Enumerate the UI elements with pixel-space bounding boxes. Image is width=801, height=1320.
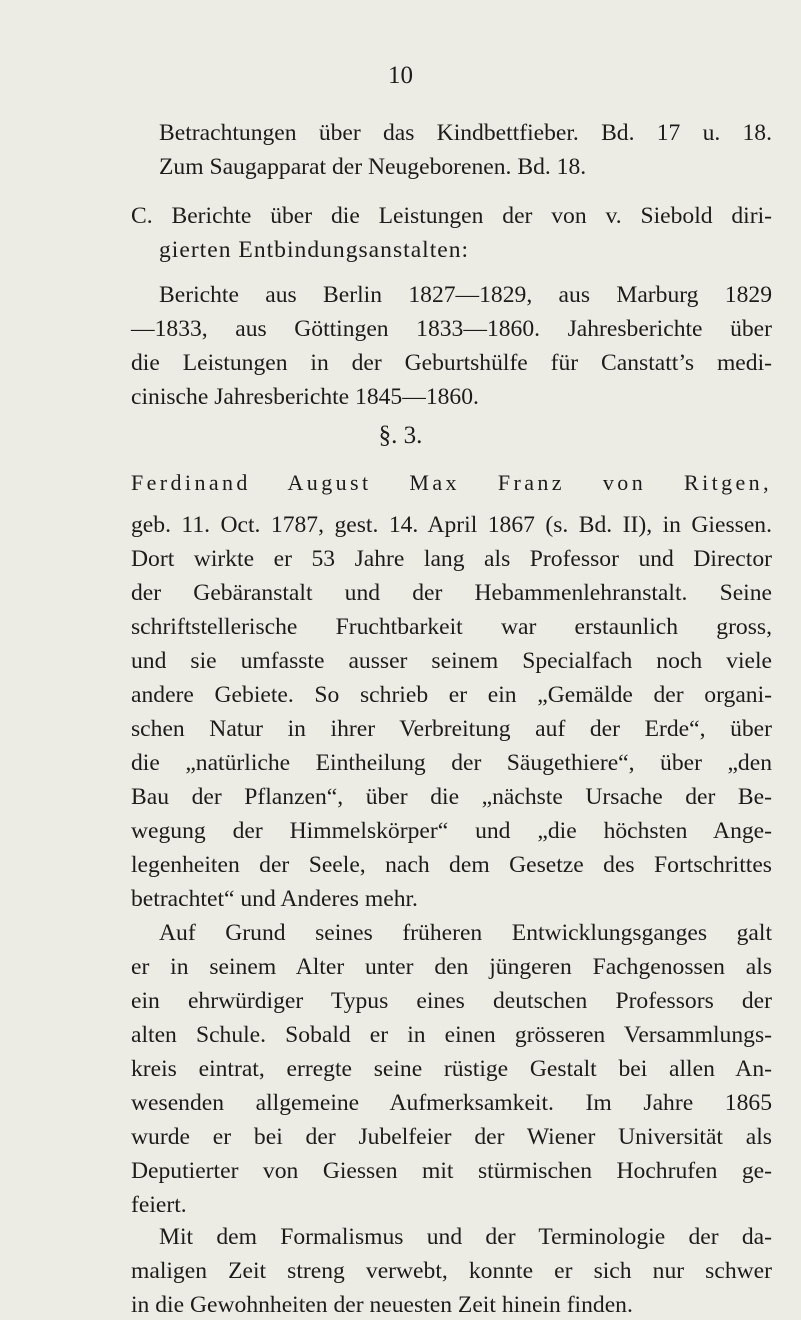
text-line: legenheiten der Seele, nach dem Gesetze des Fortschrittes (131, 852, 772, 878)
text-line: Zum Saugapparat der Neugeborenen. Bd. 18. (159, 154, 587, 180)
text-line: die Leistungen in der Geburtshülfe für Canstatt’s medi- (131, 350, 772, 376)
page-number: 10 (388, 62, 413, 89)
text-line: maligen Zeit streng verwebt, konnte er sich nur schwer (131, 1258, 772, 1284)
text-line: Dort wirkte er 53 Jahre lang als Professor und Director (131, 546, 772, 572)
text-line: betrachtet“ und Anderes mehr. (131, 886, 418, 912)
text-line: wegung der Himmelskörper“ und „die höchsten Ange- (131, 818, 772, 844)
text-line: feiert. (131, 1192, 187, 1218)
text-line: Berichte aus Berlin 1827—1829, aus Marburg 1829 (159, 282, 772, 308)
text-line: wesenden allgemeine Aufmerksamkeit. Im Jahre 1865 (131, 1090, 772, 1116)
text-line: er in seinem Alter unter den jüngeren Fachgenossen als (131, 954, 772, 980)
text-line: alten Schule. Sobald er in einen grösseren Versammlungs- (131, 1022, 772, 1048)
text-line: Auf Grund seines früheren Entwicklungsganges galt (159, 920, 772, 946)
text-line: in die Gewohnheiten der neuesten Zeit hinein finden. (131, 1292, 633, 1318)
section-heading: gierten Entbindungsanstalten: (159, 237, 470, 263)
text-line: geb. 11. Oct. 1787, gest. 14. April 1867 (s. Bd. II), in Giessen. (131, 512, 772, 538)
text-line: schen Natur in ihrer Verbreitung auf der Erde“, über (131, 716, 772, 742)
text-line: Bau der Pflanzen“, über die „nächste Ursache der Be- (131, 784, 772, 810)
text-line: und sie umfasste ausser seinem Specialfach noch viele (131, 648, 772, 674)
text-line: Betrachtungen über das Kindbettfieber. Bd. 17 u. 18. (159, 120, 772, 146)
person-name-first: Ferdinand August Max Franz (131, 470, 565, 495)
person-name-last: von Ritgen, (602, 470, 772, 495)
text-line: andere Gebiete. So schrieb er ein „Gemälde der organi- (131, 682, 772, 708)
text-line: Deputierter von Giessen mit stürmischen Hochrufen ge- (131, 1158, 772, 1184)
text-line: ein ehrwürdiger Typus eines deutschen Professors der (131, 988, 772, 1014)
text-line: kreis eintrat, erregte seine rüstige Gestalt bei allen An- (131, 1056, 772, 1082)
text-line: Mit dem Formalismus und der Terminologie der da- (159, 1224, 772, 1250)
section-mark: §. 3. (378, 422, 423, 449)
text-line: cinische Jahresberichte 1845—1860. (131, 384, 479, 410)
text-line: die „natürliche Eintheilung der Säugethiere“, über „den (131, 750, 772, 776)
person-name (131, 468, 772, 498)
text-line: schriftstellerische Fruchtbarkeit war erstaunlich gross, (131, 614, 772, 640)
section-heading: C. Berichte über die Leistungen der von v. Siebold diri- (131, 203, 772, 229)
text-line: der Gebäranstalt und der Hebammenlehranstalt. Seine (131, 580, 772, 606)
text-line: —1833, aus Göttingen 1833—1860. Jahresberichte über (131, 316, 772, 342)
text-line: wurde er bei der Jubelfeier der Wiener Universität als (131, 1124, 772, 1150)
